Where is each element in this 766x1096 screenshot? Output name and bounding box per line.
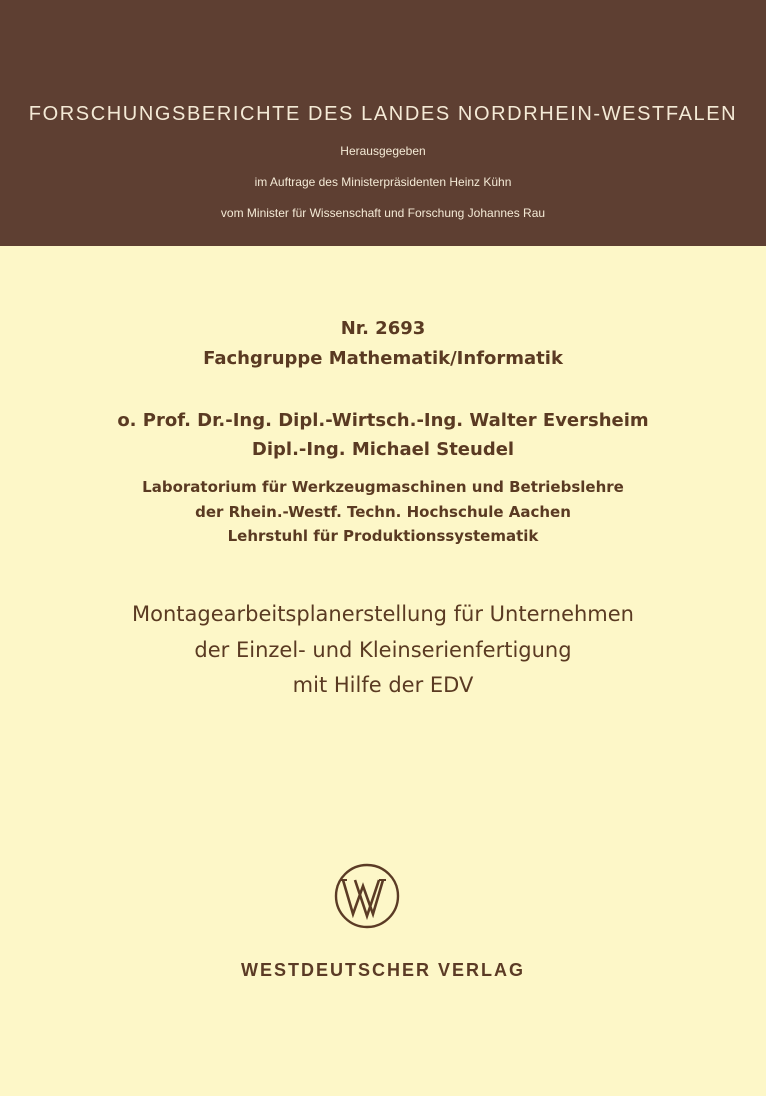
author-2: Dipl.-Ing. Michael Steudel: [251, 439, 515, 460]
author-1: o. Prof. Dr.-Ing. Dipl.-Wirtsch.-Ing. Walter Eversheim: [117, 410, 649, 431]
title-line-2: der Einzel- und Kleinserienfertigung: [194, 638, 572, 662]
header-band: [0, 0, 766, 246]
title-line-1: Montagearbeitsplanerstellung für Unternehmen: [131, 602, 634, 626]
institution-line-3: Lehrstuhl für Produktionssystematik: [227, 527, 539, 545]
editor-line-3: vom Minister für Wissenschaft und Forschung Johannes Rau: [220, 206, 546, 220]
report-group: Fachgruppe Mathematik/Informatik: [203, 348, 563, 369]
report-number: Nr. 2693: [340, 318, 426, 339]
wv-circle-logo-icon: [333, 862, 401, 930]
institution-line-2: der Rhein.-Westf. Techn. Hochschule Aachen: [195, 503, 571, 521]
series-title: FORSCHUNGSBERICHTE DES LANDES NORDRHEIN-WESTFALEN: [28, 103, 738, 125]
title-line-3: mit Hilfe der EDV: [292, 673, 474, 697]
editor-line-1: Herausgegeben: [340, 144, 426, 158]
institution-line-1: Laboratorium für Werkzeugmaschinen und Betriebslehre: [142, 478, 624, 496]
editor-line-2: im Auftrage des Ministerpräsidenten Heinz Kühn: [254, 175, 512, 189]
publisher-name: WESTDEUTSCHER VERLAG: [240, 960, 525, 980]
